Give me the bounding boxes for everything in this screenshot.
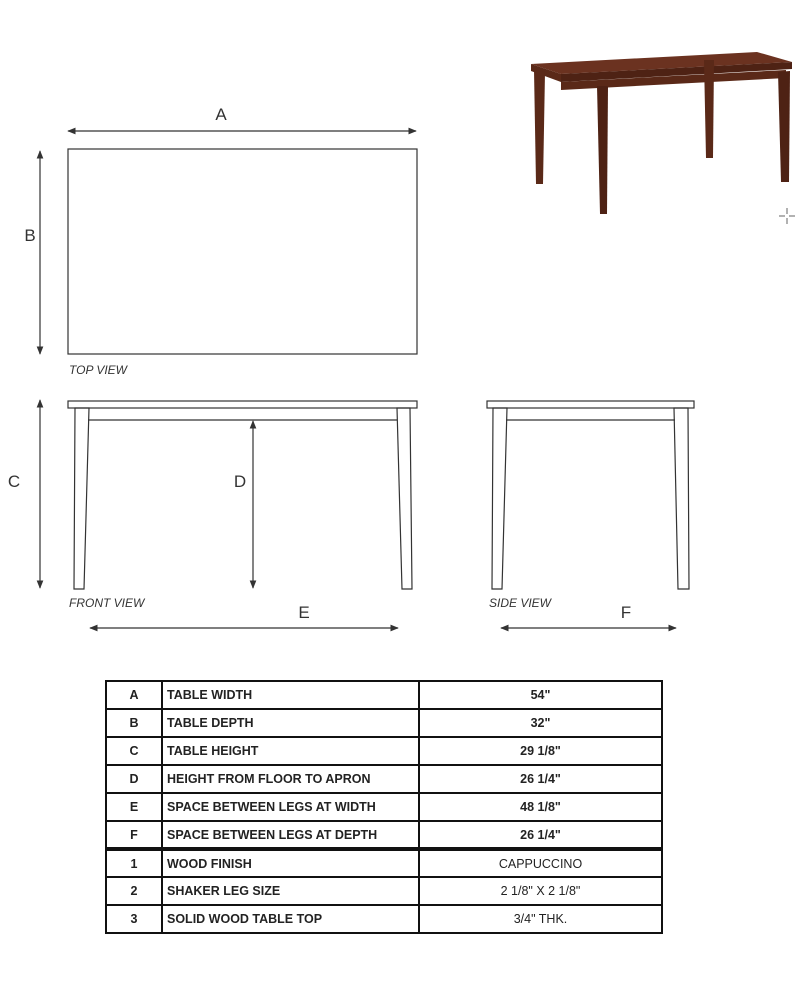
top-view <box>24 105 417 377</box>
front-tabletop <box>68 401 417 408</box>
table-product-image <box>531 52 792 214</box>
spec-key: 1 <box>106 849 162 877</box>
spec-label: SPACE BETWEEN LEGS AT DEPTH <box>162 821 419 849</box>
crosshair-icon <box>779 208 795 224</box>
spec-value: 26 1/4" <box>419 821 662 849</box>
spec-label: WOOD FINISH <box>162 849 419 877</box>
dimension-a-label: A <box>215 105 227 124</box>
spec-value: 3/4" THK. <box>419 905 662 933</box>
side-left-leg <box>492 408 507 589</box>
spec-value: 32" <box>419 709 662 737</box>
dimension-f-label: F <box>620 603 632 622</box>
top-view-label: TOP VIEW <box>69 363 128 377</box>
dimension-b-label: B <box>24 226 36 245</box>
table-row <box>106 821 662 849</box>
spec-label: TABLE DEPTH <box>162 709 419 737</box>
dimension-e-label: E <box>298 603 310 622</box>
table-row <box>106 709 662 737</box>
spec-key: 3 <box>106 905 162 933</box>
table-row <box>106 849 662 877</box>
spec-label: SOLID WOOD TABLE TOP <box>162 905 419 933</box>
spec-key: D <box>106 765 162 793</box>
spec-label: HEIGHT FROM FLOOR TO APRON <box>162 765 419 793</box>
front-view <box>40 400 417 628</box>
table-row <box>106 681 662 709</box>
side-tabletop <box>487 401 694 408</box>
spec-key: C <box>106 737 162 765</box>
table-row <box>106 877 662 905</box>
product-leg-back-left <box>534 70 545 184</box>
spec-label: TABLE WIDTH <box>162 681 419 709</box>
front-view-label: FRONT VIEW <box>69 596 145 610</box>
spec-label: TABLE HEIGHT <box>162 737 419 765</box>
table-top-outline <box>68 149 417 354</box>
spec-key: F <box>106 821 162 849</box>
table-row <box>106 905 662 933</box>
dimension-c-label: C <box>7 472 21 491</box>
table-row <box>106 765 662 793</box>
spec-value: 26 1/4" <box>419 765 662 793</box>
spec-key: A <box>106 681 162 709</box>
spec-value: 48 1/8" <box>419 793 662 821</box>
spec-key: 2 <box>106 877 162 905</box>
spec-label: SHAKER LEG SIZE <box>162 877 419 905</box>
side-right-leg <box>674 408 689 589</box>
product-leg-front-right <box>778 71 790 182</box>
table-row <box>106 737 662 765</box>
front-left-leg <box>74 408 89 589</box>
side-view <box>487 401 694 628</box>
dimension-d-label: D <box>233 472 247 491</box>
spec-value: 2 1/8" X 2 1/8" <box>419 877 662 905</box>
front-right-leg <box>397 408 412 589</box>
spec-value: 29 1/8" <box>419 737 662 765</box>
product-leg-back-right <box>704 60 714 158</box>
side-view-label: SIDE VIEW <box>489 596 552 610</box>
table-row <box>106 793 662 821</box>
spec-value: 54" <box>419 681 662 709</box>
spec-label: SPACE BETWEEN LEGS AT WIDTH <box>162 793 419 821</box>
spec-key: B <box>106 709 162 737</box>
dimension-spec-table <box>105 680 663 934</box>
product-leg-front-left <box>597 86 608 214</box>
spec-key: E <box>106 793 162 821</box>
spec-value: CAPPUCCINO <box>419 849 662 877</box>
